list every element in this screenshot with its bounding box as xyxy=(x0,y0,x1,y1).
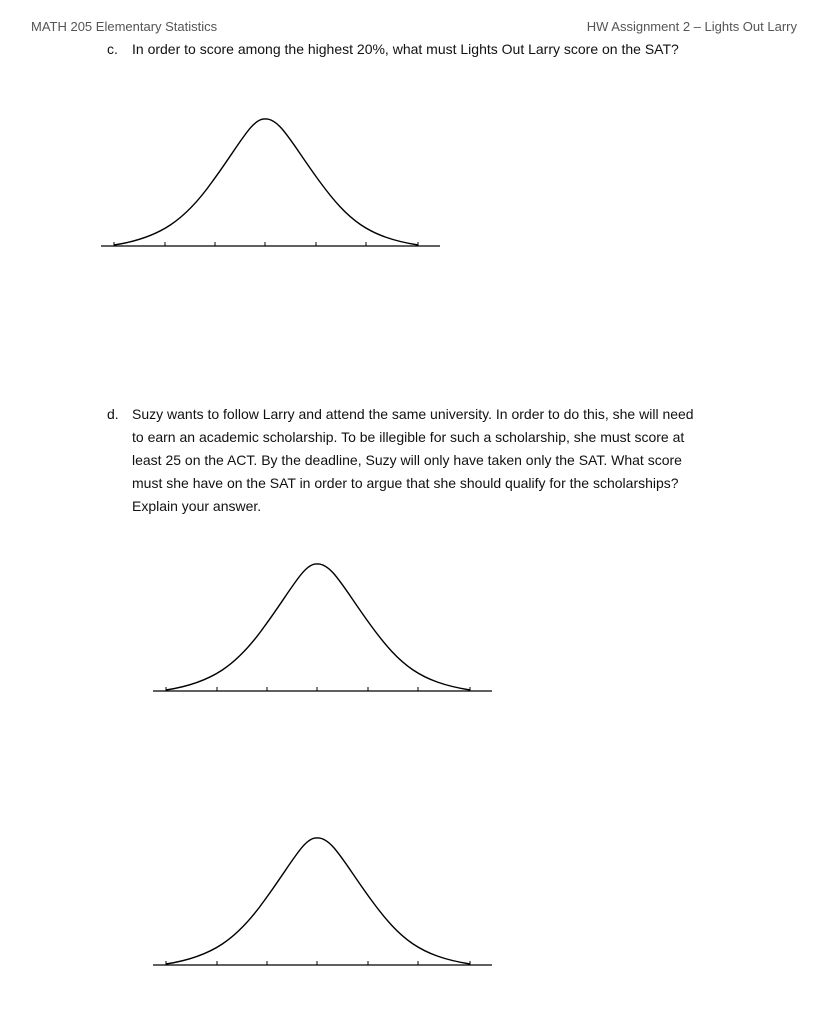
question-c-text: In order to score among the highest 20%, what must Lights Out Larry score on the SAT? xyxy=(132,41,679,57)
question-c-label: c. xyxy=(107,41,118,57)
bell-curve-line xyxy=(166,838,470,964)
normal-curve-d2 xyxy=(152,831,494,971)
bell-curve-line xyxy=(114,119,418,245)
question-d-label: d. xyxy=(107,406,119,422)
page-header-course: MATH 205 Elementary Statistics xyxy=(31,19,218,34)
normal-curve-c xyxy=(100,112,442,252)
question-c xyxy=(107,41,807,63)
bell-curve-line xyxy=(166,564,470,690)
question-d-text: Suzy wants to follow Larry and attend the same university. In order to do this, she will need to earn an academic scholarship. To be illegible for such a scholarship, she must score at least 25 on the ACT. By the deadline, Suzy will only have taken only the SAT. What score must she have on the SAT in order to argue that she should qualify for the scholarships? Explain your answer. xyxy=(132,406,694,514)
page-header-assignment: HW Assignment 2 – Lights Out Larry xyxy=(586,19,797,34)
normal-curve-d1 xyxy=(152,557,494,697)
question-d xyxy=(107,403,707,523)
